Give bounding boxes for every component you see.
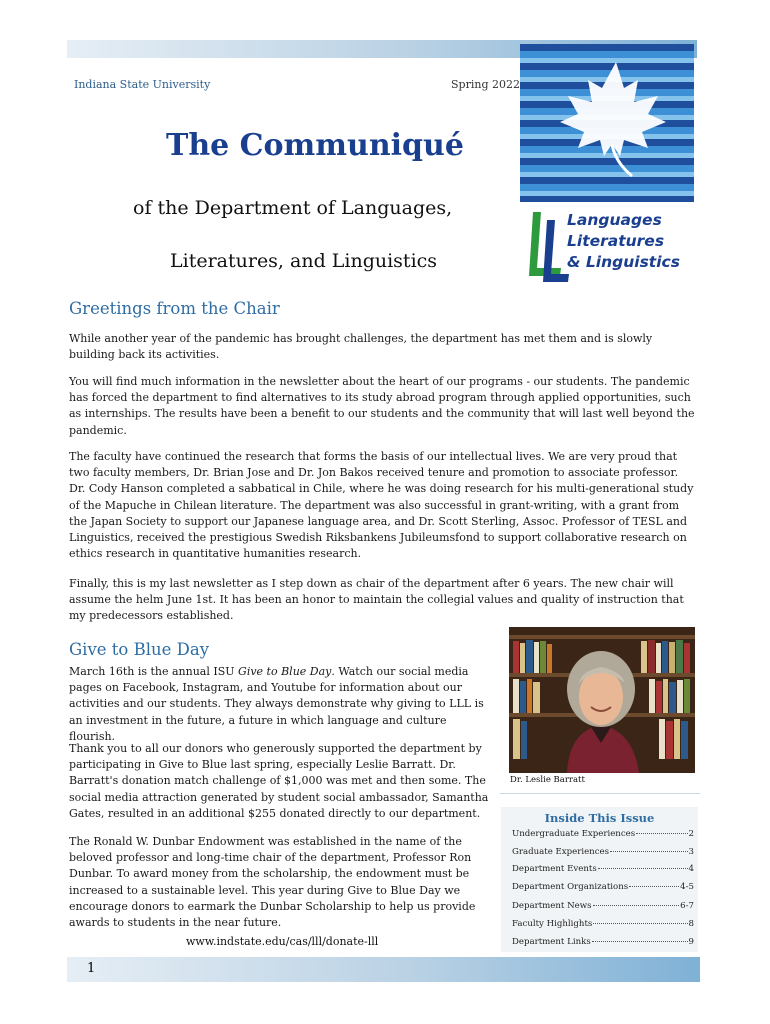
chair-paragraph-2: You will find much information in the newsletter about the heart of our programs - our students. The pandemic has forced the department to find alternatives to its study abroad program through applied opportunities, such as internships. The results have been a benefit to our students and the community that will last well beyond the pandemic. [69, 375, 695, 437]
dunbar-endowment-paragraph: The Ronald W. Dunbar Endowment was established in the name of the beloved professor and long-time chair of the department, Professor Ron Dunbar. To award money from the scholarship, the endowment must be increased to a sustainable level. This year during Give to Blue Day we encourage donors to earmark the Dunbar Scholarship to help us provide awards to students in the near future. [69, 835, 476, 930]
newsletter-subtitle-line2: Literatures, and Linguistics [170, 250, 438, 272]
newsletter-title: The Communiqué [166, 128, 464, 163]
chair-section-heading: Greetings from the Chair [69, 299, 280, 318]
lll-letters-icon [527, 208, 571, 286]
toc-item[interactable]: Faculty Highlights 8 [512, 919, 694, 929]
photo-caption: Dr. Leslie Barratt [510, 775, 585, 785]
logo-line-linguistics: & Linguistics [567, 253, 680, 271]
leslie-barratt-photo [509, 627, 695, 773]
chair-paragraph-1: While another year of the pandemic has brought challenges, the department has met them and is slowly building back its activities. [69, 332, 653, 362]
logo-line-literatures: Literatures [567, 232, 665, 250]
toc-item[interactable]: Department Links 9 [512, 937, 694, 947]
header-university: Indiana State University [74, 78, 211, 91]
bottom-decorative-band [67, 957, 700, 982]
maple-leaf-banner [520, 44, 694, 202]
toc-item[interactable]: Graduate Experiences 3 [512, 847, 694, 857]
toc-item[interactable]: Department Organizations 4-5 [512, 882, 694, 892]
lll-logo [527, 208, 697, 286]
header-issue-date: Spring 2022 [451, 78, 520, 91]
chair-paragraph-4: Finally, this is my last newsletter as I step down as chair of the department after 6 years. The new chair will assume the helm June 1st. It has been an honor to maintain the collegial values and quality of instruction that my predecessors established. [69, 577, 684, 623]
blue-day-paragraph-1: March 16th is the annual ISU Give to Blue Day. Watch our social media pages on Facebook, Instagram, and Youtube for information about our activities and our students. They always demonstrate why giving to LLL is an investment in the future, a future in which language and culture flourish. [69, 665, 484, 743]
blue-day-paragraph-2: Thank you to all our donors who generously supported the department by participating in Give to Blue last spring, especially Leslie Barratt. Dr. Barratt's donation match challenge of $1,000 was met and then some. The social media attraction generated by student social ambassador, Samantha Gates, resulted in an additional $255 donated directly to our department. [69, 742, 489, 820]
toc-title: Inside This Issue [544, 811, 655, 825]
logo-line-languages: Languages [567, 211, 662, 229]
blue-day-heading: Give to Blue Day [69, 640, 210, 659]
page-number: 1 [87, 961, 96, 976]
toc-item[interactable]: Department Events 4 [512, 864, 694, 874]
toc-item[interactable]: Undergraduate Experiences 2 [512, 829, 694, 839]
give-to-blue-emphasis: Give to Blue Day [238, 665, 332, 678]
caption-divider [500, 793, 700, 794]
toc-item[interactable]: Department News 6-7 [512, 901, 694, 911]
inside-this-issue-box [501, 807, 698, 952]
chair-paragraph-3: The faculty have continued the research that forms the basis of our intellectual lives. We are very proud that two faculty members, Dr. Brian Jose and Dr. Jon Bakos received tenure and promotion to associate professor. Dr. Cody Hanson completed a sabbatical in Chile, where he was doing research for his multi-generational study of the Mapuche in Chilean literature. The department was also successful in grant-writing, with a grant from the Japan Society to support our Japanese language area, and Dr. Scott Sterling, Assoc. Professor of TESL and Linguistics, received the prestigious Swedish Riksbankens Jubileumsfond to support collaborative research on ethics research in quantitative humanities research. [69, 450, 694, 561]
newsletter-subtitle-line1: of the Department of Languages, [133, 197, 453, 219]
donate-link[interactable]: www.indstate.edu/cas/lll/donate-lll [186, 935, 379, 948]
maple-leaf-icon [520, 44, 694, 202]
